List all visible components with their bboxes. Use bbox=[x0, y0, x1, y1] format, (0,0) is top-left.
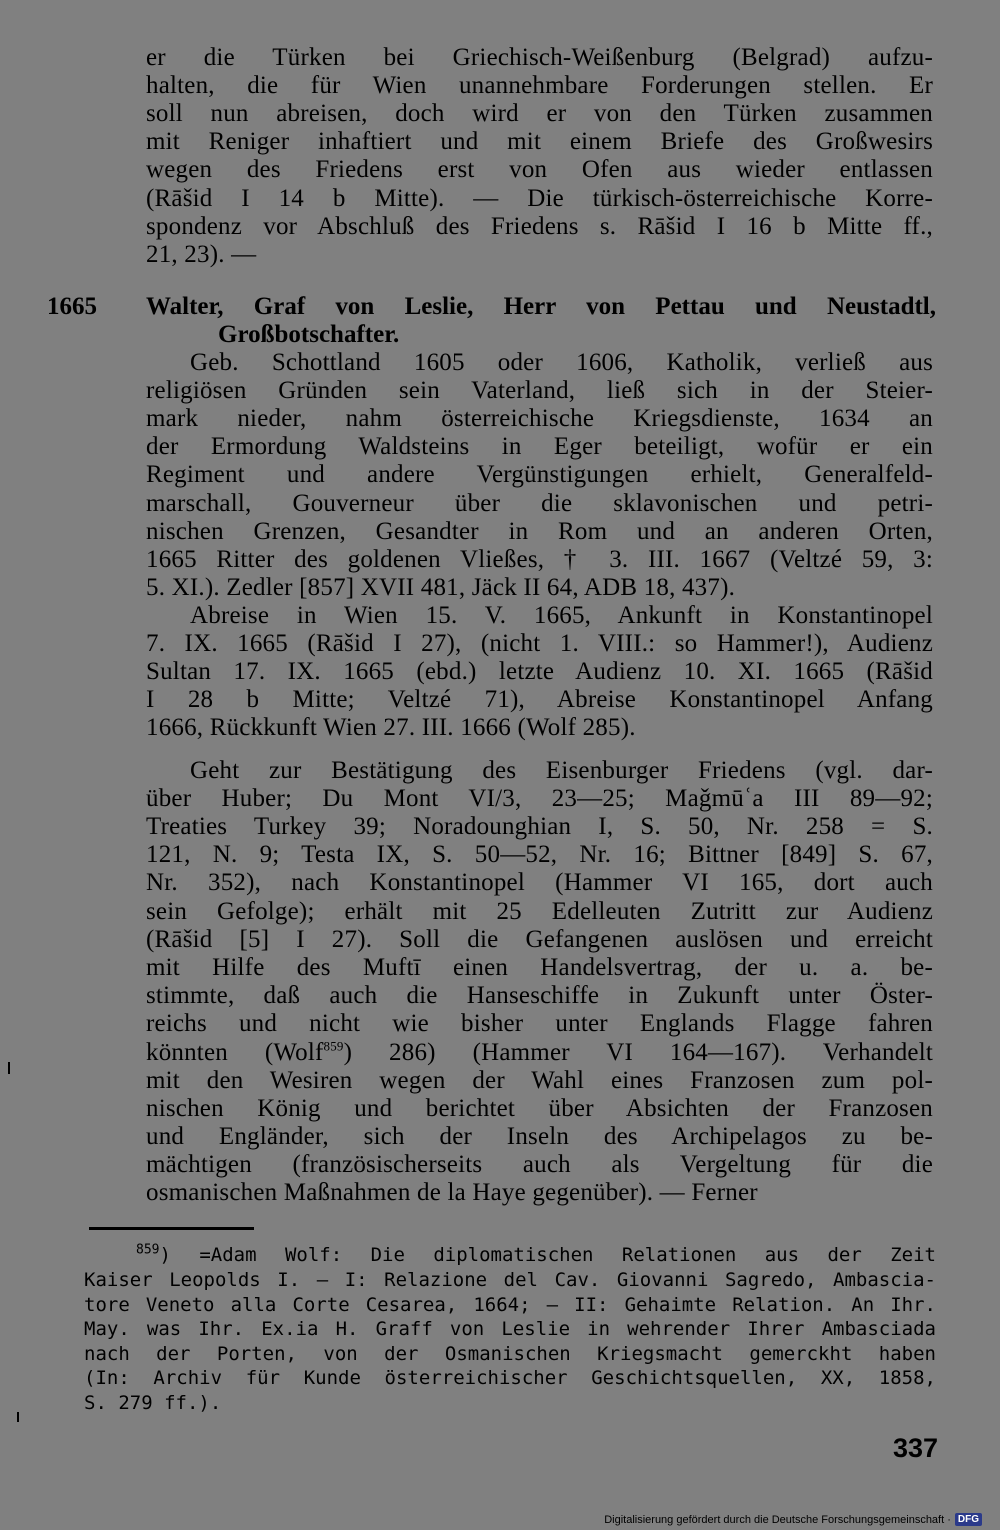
paragraph-line: mächtigen (französischerseits auch als Vergeltung für die bbox=[146, 1151, 933, 1179]
digitization-credit-text: Digitalisierung gefördert durch die Deutsche Forschungsgemeinschaft · bbox=[604, 1513, 951, 1526]
paragraph-line: 7. IX. 1665 (Rāšid I 27), (nicht 1. VIII.: so Hammer!), Audienz bbox=[146, 630, 933, 658]
footnote-reference: 859 bbox=[323, 1038, 344, 1054]
footnote-line: May. was Ihr. Ex.ia H. Graff von Leslie in wehrender Ihrer Ambasciada bbox=[84, 1318, 936, 1340]
paragraph-line: Regiment und andere Vergünstigungen erhielt, Generalfeld- bbox=[146, 461, 933, 489]
entry-heading-line-2: Großbotschafter. bbox=[218, 321, 400, 348]
paragraph-line: über Huber; Du Mont VI/3, 23—25; Maǧmūʿa III 89—92; bbox=[146, 785, 933, 813]
continuation-line: wegen des Friedens erst von Ofen aus wieder entlassen bbox=[146, 156, 933, 184]
paragraph-line: mark nieder, nahm österreichische Kriegsdienste, 1634 an bbox=[146, 405, 933, 433]
paragraph-line: Abreise in Wien 15. V. 1665, Ankunft in Konstantinopel bbox=[190, 602, 933, 629]
paragraph-line: nischen König und berichtet über Absichten der Franzosen bbox=[146, 1095, 933, 1123]
paragraph-line: der Ermordung Waldsteins in Eger beteiligt, wofür er ein bbox=[146, 433, 933, 461]
footnote-line: (In: Archiv für Kunde österreichischer Geschichtsquellen, XX, 1858, bbox=[84, 1367, 936, 1389]
footnote-line: tore Veneto alla Corte Cesarea, 1664; — II: Gehaimte Relation. An Ihr. bbox=[84, 1293, 936, 1316]
footnote-line: Kaiser Leopolds I. — I: Relazione del Cav. Giovanni Sagredo, Ambascia- bbox=[84, 1269, 936, 1291]
paragraph-line: I 28 b Mitte; Veltzé 71), Abreise Konstantinopel Anfang bbox=[146, 686, 933, 714]
paragraph-line: Geb. Schottland 1605 oder 1606, Katholik, verließ aus bbox=[190, 349, 933, 376]
paragraph-line: 121, N. 9; Testa IX, S. 50—52, Nr. 16; Bittner [849] S. 67, bbox=[146, 841, 933, 869]
entry-year: 1665 bbox=[47, 293, 97, 320]
footnote-line: S. 279 ff.). bbox=[84, 1391, 222, 1414]
paragraph-line: religiösen Gründen sein Vaterland, ließ sich in der Steier- bbox=[146, 377, 933, 405]
footnote-first-text: ) =Adam Wolf: Die diplomatischen Relationen aus der Zeit bbox=[159, 1244, 936, 1266]
paragraph-line-wolf bbox=[146, 1039, 933, 1067]
page-number: 337 bbox=[892, 1433, 938, 1463]
continuation-line: er die Türken bei Griechisch-Weißenburg (Belgrad) aufzu- bbox=[146, 44, 933, 71]
paragraph-line: reichs und nicht wie bisher unter Englands Flagge fahren bbox=[146, 1009, 933, 1037]
paragraph-line: 1665 Ritter des goldenen Vließes, † 3. III. 1667 (Veltzé 59, 3: bbox=[146, 545, 933, 573]
continuation-line: halten, die für Wien unannehmbare Forderungen stellen. Er bbox=[146, 72, 933, 100]
paragraph-line: nischen Grenzen, Gesandter in Rom und an anderen Orten, bbox=[146, 517, 933, 545]
paragraph-line: (Rāšid [5] I 27). Soll die Gefangenen auslösen und erreicht bbox=[146, 925, 933, 953]
continuation-line: spondenz vor Abschluß des Friedens s. Rāšid I 16 b Mitte ff., bbox=[146, 212, 933, 240]
continuation-line: soll nun abreisen, doch wird er von den Türken zusammen bbox=[146, 100, 933, 128]
digitization-credit bbox=[604, 1513, 982, 1526]
scan-mark bbox=[8, 1062, 10, 1074]
entry-heading-line-1: Walter, Graf von Leslie, Herr von Pettau und Neustadtl, bbox=[146, 293, 936, 320]
paragraph-line: mit den Wesiren wegen der Wahl eines Franzosen zum pol- bbox=[146, 1067, 933, 1094]
paragraph-line: stimmte, daß auch die Hanseschiffe in Zukunft unter Öster- bbox=[146, 981, 933, 1009]
footnote-line: nach der Porten, von der Osmanischen Kriegsmacht gemerckht haben bbox=[84, 1342, 936, 1365]
wolf-text-before: könnten (Wolf bbox=[146, 1039, 324, 1066]
paragraph-line: mit Hilfe des Muftī einen Handelsvertrag, der u. a. be- bbox=[146, 953, 933, 981]
paragraph-line: und Engländer, sich der Inseln des Archipelagos zu be- bbox=[146, 1123, 933, 1151]
continuation-line: mit Reniger inhaftiert und mit einem Briefe des Großwesirs bbox=[146, 128, 933, 156]
paragraph-line: osmanischen Maßnahmen de la Haye gegenüber). — Ferner bbox=[146, 1179, 758, 1207]
paragraph-line: Nr. 352), nach Konstantinopel (Hammer VI 165, dort auch bbox=[146, 869, 933, 897]
footnote-first-line bbox=[136, 1243, 936, 1267]
paragraph-line: Treaties Turkey 39; Noradounghian I, S. 50, Nr. 258 = S. bbox=[146, 813, 933, 841]
wolf-text-after: ) 286) (Hammer VI 164—167). Verhandelt bbox=[343, 1039, 933, 1066]
continuation-line: 21, 23). — bbox=[146, 240, 257, 268]
paragraph-line: 1666, Rückkunft Wien 27. III. 1666 (Wolf 285). bbox=[146, 714, 636, 742]
paragraph-line: Geht zur Bestätigung des Eisenburger Friedens (vgl. dar- bbox=[190, 757, 933, 784]
scan-mark bbox=[17, 1412, 19, 1422]
paragraph-line: 5. XI.). Zedler [857] XVII 481, Jäck II 64, ADB 18, 437). bbox=[146, 573, 736, 601]
footnote-divider bbox=[89, 1227, 254, 1230]
dfg-logo: DFG bbox=[955, 1513, 982, 1526]
paragraph-line: sein Gefolge); erhält mit 25 Edelleuten Zutritt zur Audienz bbox=[146, 897, 933, 925]
paragraph-line: marschall, Gouverneur über die sklavonischen und petri- bbox=[146, 489, 933, 517]
paragraph-line: Sultan 17. IX. 1665 (ebd.) letzte Audienz 10. XI. 1665 (Rāšid bbox=[146, 658, 933, 686]
footnote-marker: 859 bbox=[136, 1242, 160, 1258]
continuation-line: (Rāšid I 14 b Mitte). — Die türkisch-österreichische Korre- bbox=[146, 184, 933, 212]
